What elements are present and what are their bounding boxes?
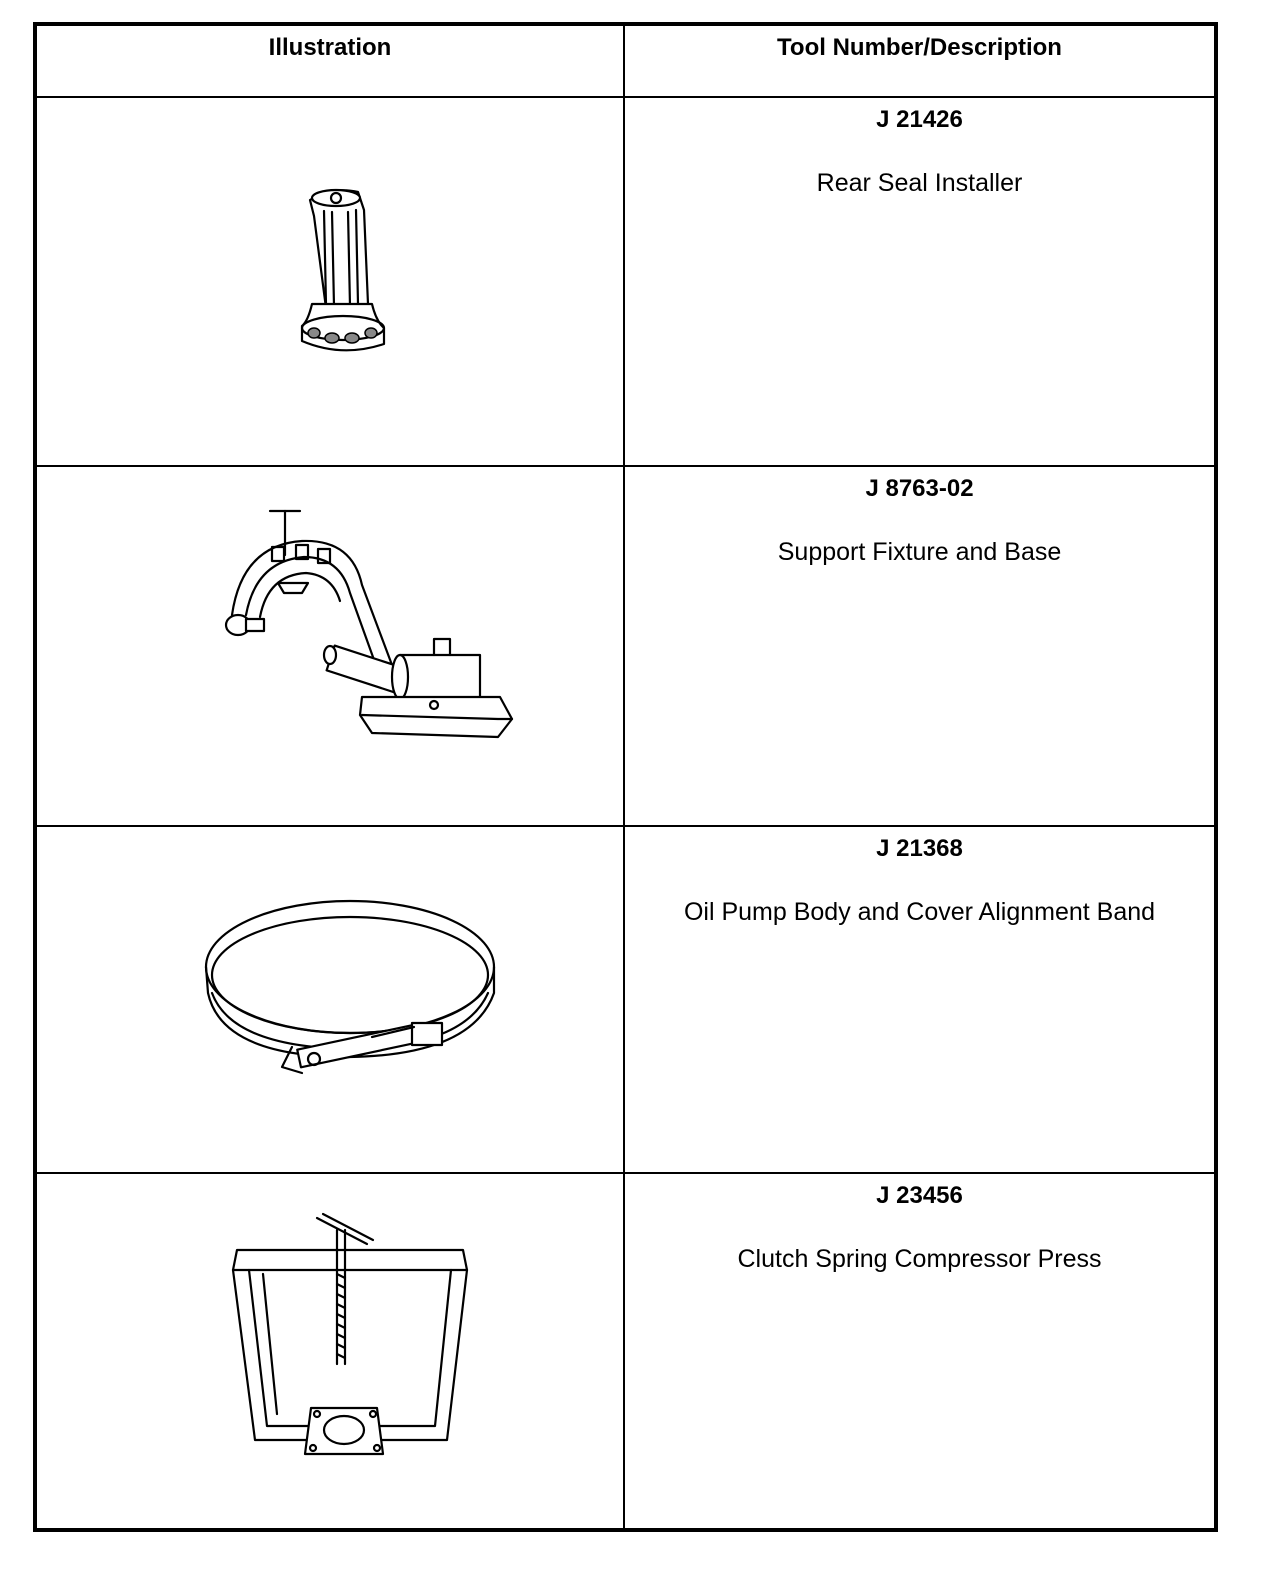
tool-description: Clutch Spring Compressor Press xyxy=(737,1245,1102,1273)
seal-installer-icon xyxy=(292,186,402,356)
tool-number: J 8763-02 xyxy=(865,475,974,502)
illustration-cell xyxy=(37,98,623,465)
support-fixture-icon xyxy=(212,505,512,755)
table-row xyxy=(37,1172,1214,1532)
tool-number: J 23456 xyxy=(876,1182,963,1209)
tool-number: J 21368 xyxy=(876,835,963,862)
tool-cell xyxy=(625,467,1214,825)
tool-description: Rear Seal Installer xyxy=(816,169,1023,197)
table-header xyxy=(37,26,1214,96)
tool-cell xyxy=(625,98,1214,465)
illustration-cell xyxy=(37,827,623,1172)
table-row xyxy=(37,465,1214,825)
tool-description: Support Fixture and Base xyxy=(777,538,1062,566)
table-row xyxy=(37,825,1214,1172)
alignment-band-icon xyxy=(202,897,502,1087)
tool-cell xyxy=(625,827,1214,1172)
tools-table xyxy=(33,22,1218,1532)
spring-compressor-icon xyxy=(227,1214,477,1464)
tool-description: Oil Pump Body and Cover Alignment Band xyxy=(683,898,1156,926)
header-illustration: Illustration xyxy=(268,34,392,61)
tool-number: J 21426 xyxy=(876,106,963,133)
header-tool: Tool Number/Description xyxy=(777,34,1062,61)
illustration-cell xyxy=(37,1174,623,1532)
tool-cell xyxy=(625,1174,1214,1532)
table-row xyxy=(37,96,1214,465)
illustration-cell xyxy=(37,467,623,825)
